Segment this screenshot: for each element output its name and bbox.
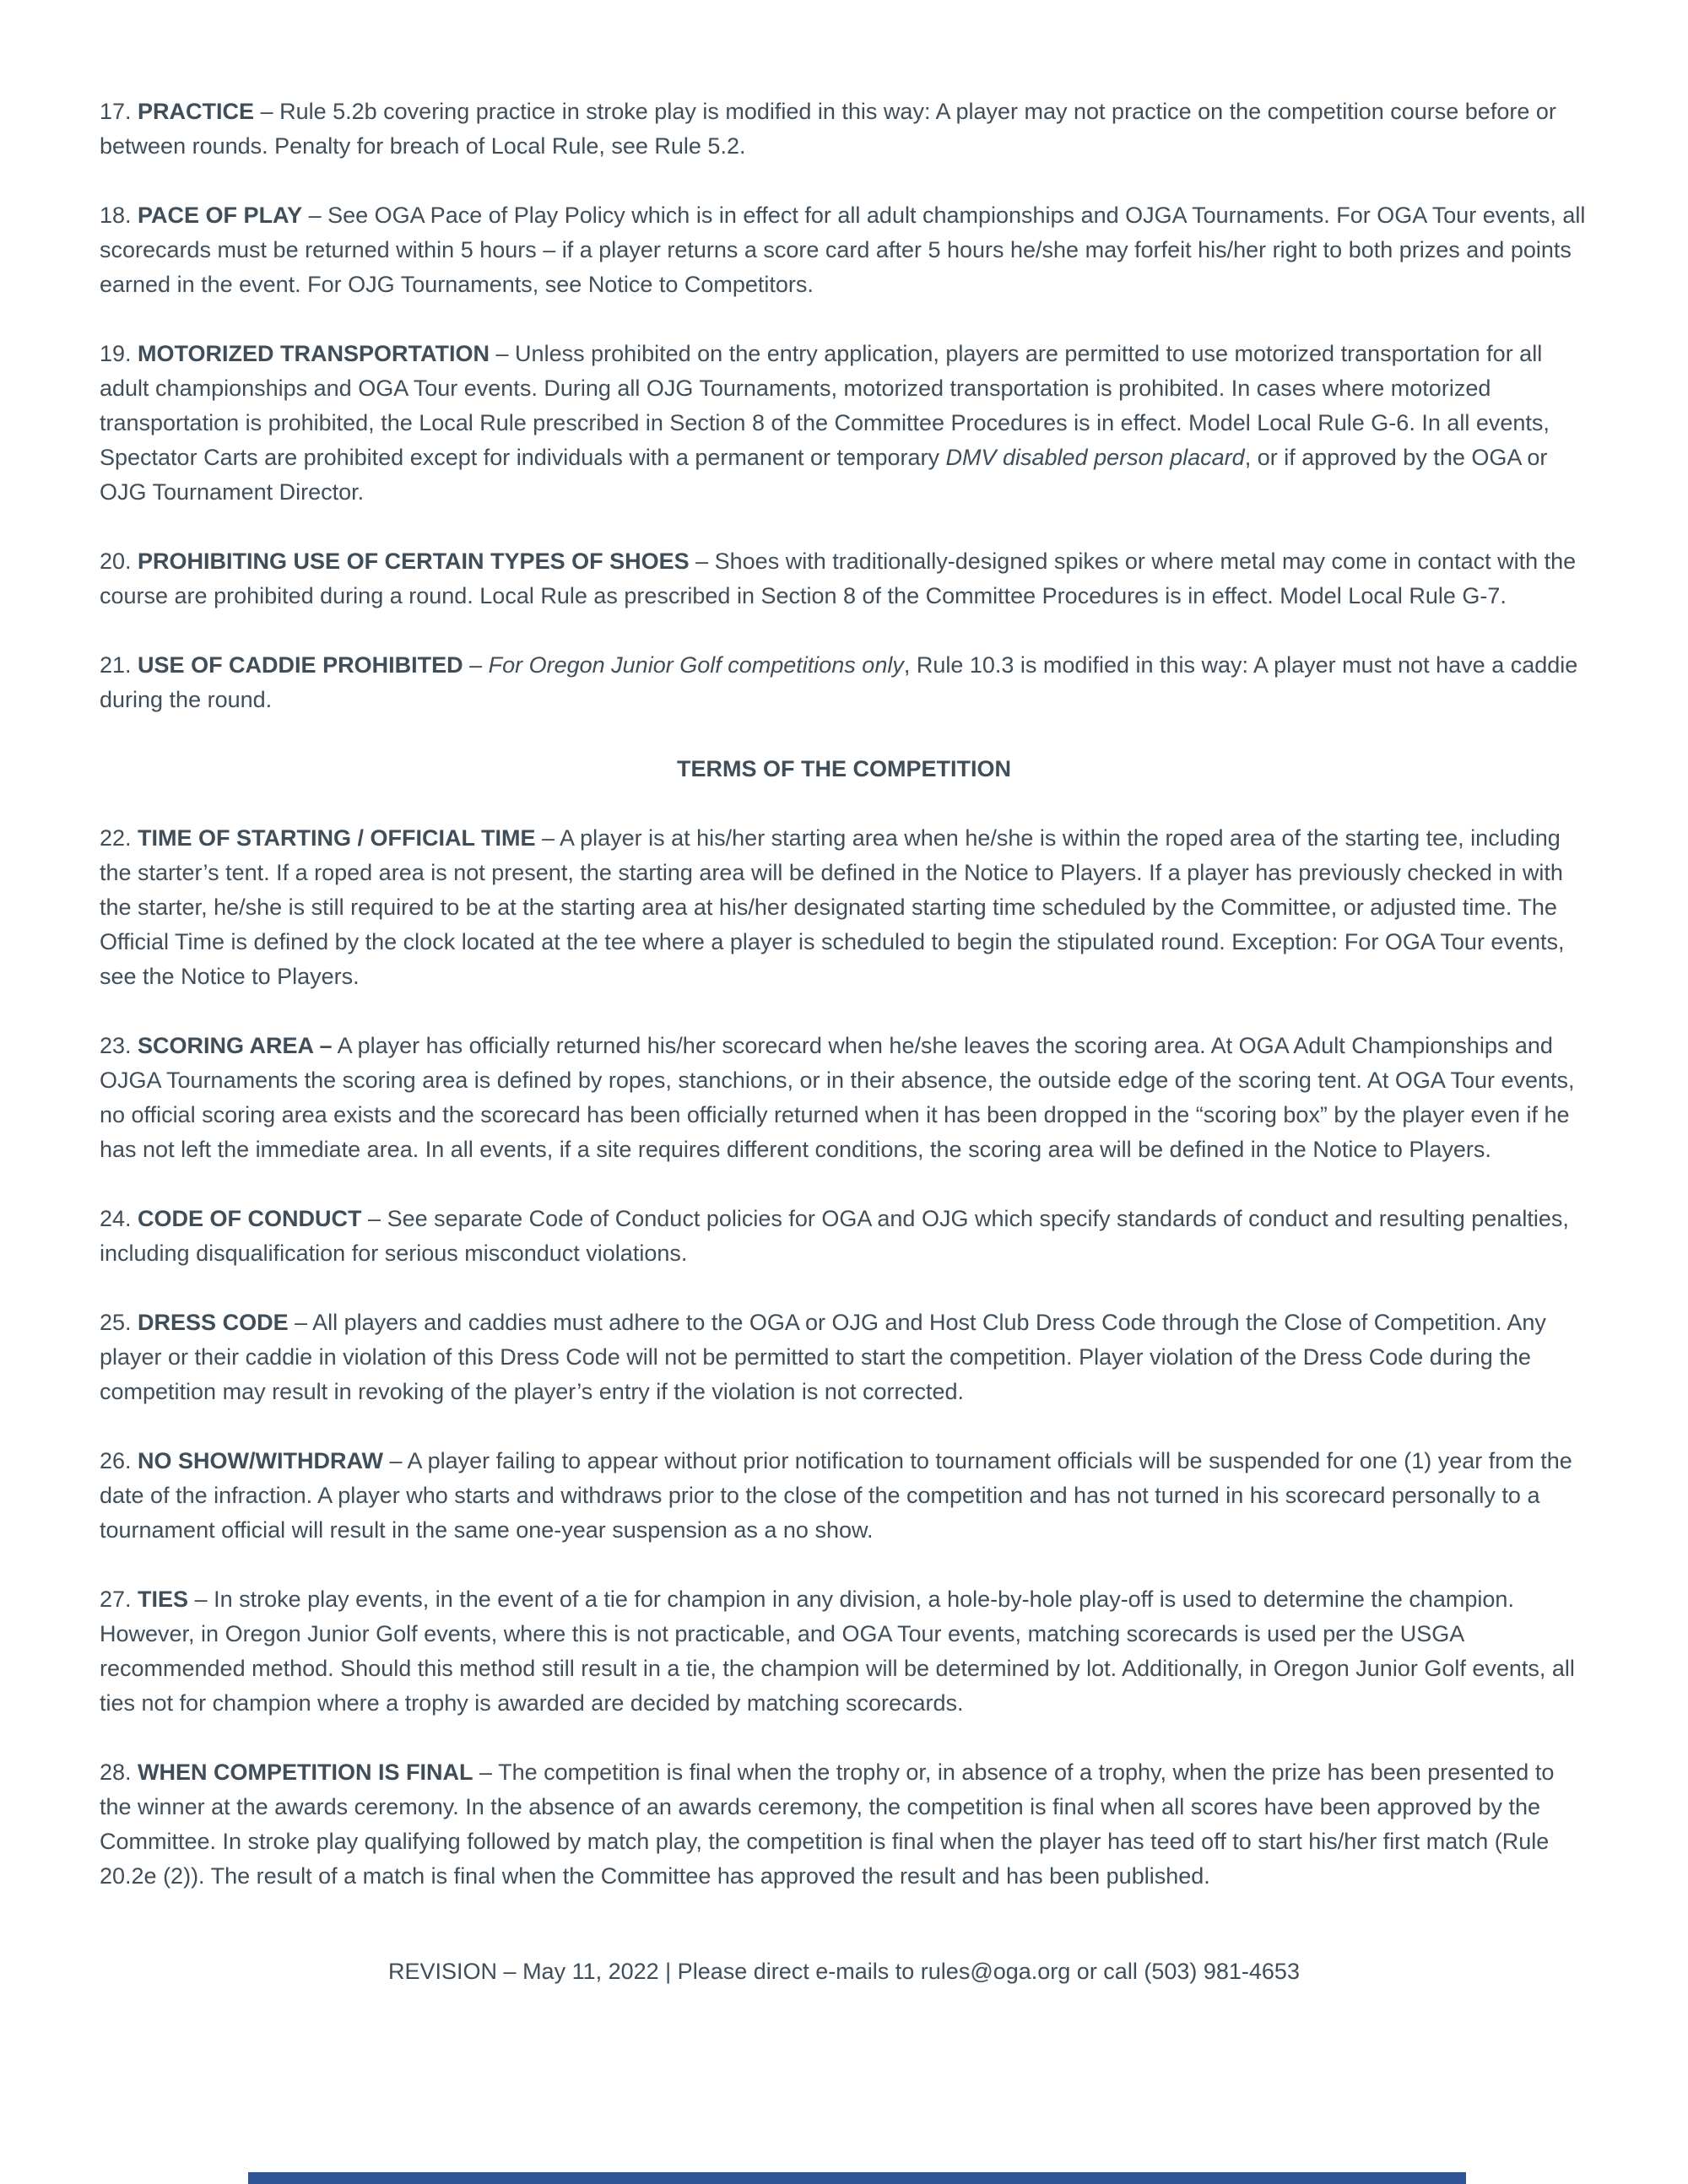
rule-text: 28. — [100, 1760, 138, 1785]
rule-paragraph — [100, 1202, 1588, 1271]
rule-text: – The competition is final when the trophy or, in absence of a trophy, when the prize has been presented to the winner at the awards ceremony. In the absence of an awards ceremony, the competition is final when all scores have been approved by the Committee. In stroke play qualifying followed by match play, the competition is final when the player has teed off to start his/her first match (Rule 20.2e (2)). The result of a match is final when the Committee has approved the result and has been published. — [100, 1760, 1555, 1889]
rule-text: – Unless prohibited on the entry application, players are permitted to use motorized transportation for all adult championships and OGA Tour events. During all OJG Tournaments, motorized transportation is prohibited. In cases where motorized transportation is prohibited, the Local Rule prescribed in Section 8 of the Committee Procedures is in effect. Model Local Rule G-6. In all events, Spectator Carts are prohibited except for individuals with a permanent or temporary — [100, 341, 1550, 470]
revision-line: REVISION – May 11, 2022 | Please direct e-mails to rules@oga.org or call (503) 981-4653 — [388, 1959, 1300, 1984]
rule-text: – Rule 5.2b covering practice in stroke play is modified in this way: A player may not practice on the competition course before or between rounds. Penalty for breach of Local Rule, see Rule 5.2. — [100, 99, 1556, 159]
rule-title: SCORING AREA – — [138, 1033, 333, 1058]
rule-text: , Rule 10.3 is modified in this way: A player must not have a caddie during the round. — [100, 652, 1578, 712]
rule-text: 23. — [100, 1033, 138, 1058]
rule-title: PACE OF PLAY — [138, 203, 303, 228]
rule-text: 21. — [100, 652, 138, 678]
rule-paragraph — [100, 544, 1588, 614]
rule-paragraph — [100, 1582, 1588, 1721]
rule-text: – — [463, 652, 489, 678]
rule-title: WHEN COMPETITION IS FINAL — [138, 1760, 473, 1785]
rule-text: 20. — [100, 549, 138, 574]
rule-text: 19. — [100, 341, 138, 366]
rule-title: NO SHOW/WITHDRAW — [138, 1448, 384, 1473]
rule-title: TIME OF STARTING / OFFICIAL TIME — [138, 825, 536, 851]
paragraph-list — [100, 95, 1588, 1894]
rule-text: 17. — [100, 99, 138, 124]
rule-text: – Shoes with traditionally-designed spikes or where metal may come in contact with the course are prohibited during a round. Local Rule as prescribed in Section 8 of the Committee Procedures is in effect. Model Local Rule G-7. — [100, 549, 1577, 608]
rule-title: DRESS CODE — [138, 1310, 289, 1335]
rule-text: A player has officially returned his/her scorecard when he/she leaves the scoring area. At OGA Adult Championships and OJGA Tournaments the scoring area is defined by ropes, stanchions, or in their absence, the outside edge of the scoring tent. At OGA Tour events, no official scoring area exists and the scorecard has been officially returned when it has been dropped in the “scoring box” by the player even if he has not left the immediate area. In all events, if a site requires different conditions, the scoring area will be defined in the Notice to Players. — [100, 1033, 1575, 1162]
rule-text: – A player failing to appear without prior notification to tournament officials will be suspended for one (1) year from the date of the infraction. A player who starts and withdraws prior to the close of the competition and has not turned in his scorecard personally to a tournament official will result in the same one-year suspension as a no show. — [100, 1448, 1572, 1543]
rule-paragraph — [100, 648, 1588, 717]
rule-text: 24. — [100, 1206, 138, 1231]
rule-paragraph — [100, 95, 1588, 164]
footer-accent-bar — [248, 2172, 1466, 2184]
rule-title: CODE OF CONDUCT — [138, 1206, 362, 1231]
rule-text: DMV disabled person placard — [945, 445, 1245, 470]
rule-title: USE OF CADDIE PROHIBITED — [138, 652, 463, 678]
rule-paragraph — [100, 1755, 1588, 1894]
rule-text: – In stroke play events, in the event of a tie for champion in any division, a hole-by-hole play-off is used to determine the champion. However, in Oregon Junior Golf events, where this is not practicable, and OGA Tour events, matching scorecards is used per the USGA recommended method. Should this method still result in a tie, the champion will be determined by lot. Additionally, in Oregon Junior Golf events, all ties not for champion where a trophy is awarded are decided by matching scorecards. — [100, 1587, 1575, 1716]
rule-title: PROHIBITING USE OF CERTAIN TYPES OF SHOES — [138, 549, 690, 574]
rule-paragraph — [100, 1306, 1588, 1409]
rule-text: 22. — [100, 825, 138, 851]
rule-text: – All players and caddies must adhere to the OGA or OJG and Host Club Dress Code through the Close of Competition. Any player or their caddie in violation of this Dress Code will not be permitted to start the competition. Player violation of the Dress Code during the competition may result in revoking of the player’s entry if the violation is not corrected. — [100, 1310, 1546, 1404]
section-heading — [100, 752, 1588, 787]
rule-text: – See separate Code of Conduct policies for OGA and OJG which specify standards of conduct and resulting penalties, including disqualification for serious misconduct violations. — [100, 1206, 1569, 1266]
rule-title: MOTORIZED TRANSPORTATION — [138, 341, 490, 366]
rule-paragraph — [100, 1444, 1588, 1548]
rule-text: 18. — [100, 203, 138, 228]
rule-paragraph — [100, 1029, 1588, 1167]
rule-text: For Oregon Junior Golf competitions only — [488, 652, 904, 678]
rule-paragraph — [100, 821, 1588, 994]
rule-title: TIES — [138, 1587, 189, 1612]
rule-text: 26. — [100, 1448, 138, 1473]
rule-text: – A player is at his/her starting area when he/she is within the roped area of the starting tee, including the starter’s tent. If a roped area is not present, the starting area will be defined in the Notice to Players. If a player has previously checked in with the starter, he/she is still required to be at the starting area at his/her designated starting time scheduled by the Committee, or adjusted time. The Official Time is defined by the clock located at the tee where a player is scheduled to begin the stipulated round. Exception: For OGA Tour events, see the Notice to Players. — [100, 825, 1565, 989]
rule-text: 25. — [100, 1310, 138, 1335]
rule-title: TERMS OF THE COMPETITION — [677, 756, 1011, 781]
rule-text: , or if approved by the OGA or OJG Tournament Director. — [100, 445, 1548, 505]
rule-text: 27. — [100, 1587, 138, 1612]
rule-paragraph — [100, 198, 1588, 302]
rule-title: PRACTICE — [138, 99, 255, 124]
rule-text: – See OGA Pace of Play Policy which is in effect for all adult championships and OJGA Tournaments. For OGA Tour events, all scorecards must be returned within 5 hours – if a player returns a score card after 5 hours he/she may forfeit his/her right to both prizes and points earned in the event. For OJG Tournaments, see Notice to Competitors. — [100, 203, 1586, 297]
rule-paragraph — [100, 337, 1588, 510]
